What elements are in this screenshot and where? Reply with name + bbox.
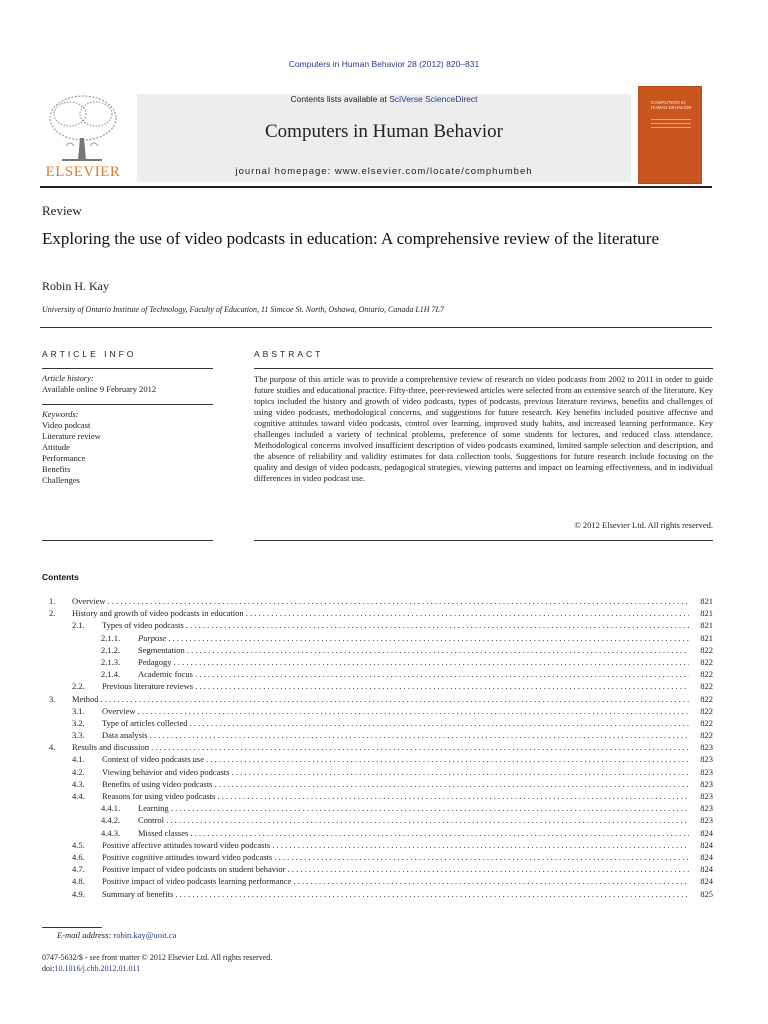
- doi-link[interactable]: 10.1016/j.chb.2012.01.011: [54, 964, 141, 973]
- toc-entry[interactable]: [42, 790, 713, 802]
- toc-entry-page: 823: [700, 778, 713, 789]
- toc-entry-number: 2.1.3.: [101, 656, 121, 667]
- toc-entry[interactable]: [42, 729, 713, 741]
- toc-entry-number: 2.1.1.: [101, 632, 121, 643]
- toc-entry-page: 824: [700, 839, 713, 850]
- toc-entry-page: 823: [700, 754, 713, 765]
- toc-entry-number: 4.8.: [72, 876, 85, 887]
- toc-entry-page: 821: [700, 608, 713, 619]
- toc-entry-number: 4.1.: [72, 754, 85, 765]
- toc-entry-number: 4.7.: [72, 864, 85, 875]
- abstract-heading: ABSTRACT: [254, 349, 324, 359]
- toc-entry-title: Academic focus . . .: [138, 668, 689, 680]
- toc-entry-number: 3.2.: [72, 717, 85, 728]
- toc-entry-number: 4.2.: [72, 766, 85, 777]
- toc-entry-page: 824: [700, 864, 713, 875]
- keyword: Attitude: [42, 442, 70, 452]
- header-divider: [40, 186, 712, 188]
- footnote-email: [57, 930, 176, 940]
- toc-entry[interactable]: [42, 827, 713, 839]
- homepage-url[interactable]: www.elsevier.com/locate/comphumbeh: [334, 166, 533, 177]
- toc-entry[interactable]: [42, 656, 713, 668]
- toc-entry-title: Purpose . . .: [138, 632, 689, 644]
- footnote-rule: [42, 927, 102, 928]
- email-link[interactable]: robin.kay@uoit.ca: [113, 930, 177, 940]
- toc-entry-page: 823: [700, 742, 713, 753]
- toc-entry-number: 2.: [49, 608, 56, 619]
- toc-entry[interactable]: [42, 851, 713, 863]
- issn-line: 0747-5632/$ - see front matter © 2012 Elsevier Ltd. All rights reserved.: [42, 953, 273, 962]
- toc-entry-title: Context of video podcasts use . . .: [102, 753, 689, 765]
- issn-block: [42, 952, 272, 974]
- toc-entry-number: 2.1.: [72, 620, 85, 631]
- history-label: Article history:: [42, 373, 94, 383]
- toc-entry[interactable]: [42, 839, 713, 851]
- toc-entry-title: Method . . .: [72, 693, 689, 705]
- toc-entry[interactable]: [42, 888, 713, 900]
- toc-entry-title: Overview . . .: [72, 595, 689, 607]
- toc-entry[interactable]: [42, 753, 713, 765]
- keyword: Literature review: [42, 431, 101, 441]
- abstract-copyright: © 2012 Elsevier Ltd. All rights reserved.: [574, 520, 713, 530]
- toc-entry-number: 2.2.: [72, 681, 85, 692]
- toc-entry-page: 824: [700, 851, 713, 862]
- keywords-label: Keywords:: [42, 409, 79, 419]
- history-divider: [42, 404, 213, 405]
- toc-entry-title: Benefits of using video podcasts . . .: [102, 778, 689, 790]
- cover-decoration: [651, 119, 691, 131]
- toc-entry[interactable]: [42, 668, 713, 680]
- contents-heading: Contents: [42, 572, 79, 582]
- toc-entry[interactable]: [42, 717, 713, 729]
- toc-entry-number: 4.4.2.: [101, 815, 121, 826]
- doi-line: [42, 963, 272, 974]
- toc-entry-page: 822: [700, 730, 713, 741]
- toc-entry-page: 822: [700, 656, 713, 667]
- toc-entry[interactable]: [42, 863, 713, 875]
- toc-entry[interactable]: [42, 705, 713, 717]
- toc-entry[interactable]: [42, 766, 713, 778]
- article-type: Review: [42, 203, 82, 218]
- toc-entry-page: 822: [700, 705, 713, 716]
- toc-entry[interactable]: [42, 875, 713, 887]
- elsevier-wordmark: ELSEVIER: [45, 164, 121, 180]
- sciverse-link[interactable]: SciVerse ScienceDirect: [389, 94, 478, 104]
- toc-entry[interactable]: [42, 778, 713, 790]
- toc-entry-number: 4.4.3.: [101, 827, 121, 838]
- toc-entry-title: Reasons for using video podcasts . . .: [102, 790, 689, 802]
- journal-cover-thumbnail[interactable]: [638, 86, 702, 184]
- toc-entry-title: Results and discussion . . .: [72, 741, 689, 753]
- toc-entry-page: 822: [700, 681, 713, 692]
- toc-entry-title: Positive impact of video podcasts on student behavior . . .: [102, 863, 689, 875]
- cover-title: COMPUTERS IN HUMAN BEHAVIOR: [651, 100, 692, 110]
- toc-entry-title: History and growth of video podcasts in education . . .: [72, 607, 689, 619]
- table-of-contents: [42, 595, 713, 900]
- toc-entry[interactable]: [42, 632, 713, 644]
- author-name: Robin H. Kay: [42, 279, 109, 293]
- toc-entry[interactable]: [42, 680, 713, 692]
- toc-entry-title: Pedagogy . . .: [138, 656, 689, 668]
- doi-label: doi:: [42, 964, 55, 973]
- toc-entry[interactable]: [42, 802, 713, 814]
- toc-entry-page: 821: [700, 596, 713, 606]
- toc-entry-number: 3.3.: [72, 730, 85, 741]
- contents-available-text: Contents lists available at: [290, 94, 390, 104]
- toc-entry-page: 822: [700, 693, 713, 704]
- history-value: Available online 9 February 2012: [42, 384, 157, 394]
- homepage-label: journal homepage:: [235, 166, 335, 177]
- toc-entry-title: Overview . . .: [102, 705, 689, 717]
- toc-entry[interactable]: [42, 814, 713, 826]
- toc-entry-title: Positive impact of video podcasts learning performance . . .: [102, 875, 689, 887]
- toc-entry-number: 4.5.: [72, 839, 85, 850]
- toc-entry-number: 4.: [49, 742, 56, 753]
- toc-entry-page: 823: [700, 803, 713, 814]
- toc-entry-number: 3.1.: [72, 705, 85, 716]
- toc-entry-number: 4.6.: [72, 851, 85, 862]
- toc-entry[interactable]: [42, 741, 713, 753]
- toc-entry-number: 4.4.: [72, 791, 85, 801]
- toc-entry-page: 821: [700, 620, 713, 631]
- toc-entry-title: Previous literature reviews . . .: [102, 680, 689, 692]
- toc-entry-page: 824: [700, 827, 713, 838]
- article-info-heading: ARTICLE INFO: [42, 349, 137, 359]
- toc-entry-title: Data analysis . . .: [102, 729, 689, 741]
- toc-entry-page: 823: [700, 766, 713, 777]
- toc-entry-title: Segmentation . . .: [138, 644, 689, 656]
- toc-entry-number: 2.1.4.: [101, 669, 121, 680]
- article-info-divider: [42, 368, 213, 369]
- toc-entry-title: Control . . .: [138, 814, 689, 826]
- toc-entry[interactable]: [42, 693, 713, 705]
- toc-entry-number: 3.: [49, 693, 56, 704]
- toc-entry-number: 4.3.: [72, 778, 85, 789]
- toc-entry-page: 823: [700, 815, 713, 826]
- abstract-text: The purpose of this article was to provide a comprehensive review of research on video podcasts from 2002 to 2011 in order to guide future studies and educational practice. Fifty-three, peer-reviewed articles were selected from an extensive search of the literature. Key topics included the history and growth of video podcasts, types of podcasts, previous literature reviews, benefits and challenges of using video podcasts, methodological concerns, and suggestions for future research. Key benefits included positive affective and cognitive attitudes toward video podcasts, control over learning, improved study habits, and increased learning performance. Key challenges included a variety of technical problems, preference of some students for lectures, and reduced class attendance. Methodological concerns involved insufficient description of video podcasts examined, limited sample selection and description, and the absence of reliability and validity estimates for data collection tools. Suggestions for future research include focusing on the quality and design of video podcasts, pedagogical strategies, viewing patterns and impact on learning effectiveness, and in individual differences in video podcast use.: [254, 374, 713, 483]
- toc-entry-page: 821: [700, 632, 713, 643]
- contents-available-line: [137, 94, 631, 104]
- author-affiliation: University of Ontario Institute of Technology, Faculty of Education, 11 Simcoe St. North, Oshawa, Ontario, Canada L1H 7L7: [42, 305, 444, 314]
- toc-entry-number: 2.1.2.: [101, 644, 121, 655]
- toc-entry-number: 4.4.1.: [101, 803, 121, 814]
- toc-entry-title: Positive affective attitudes toward video podcasts . . .: [102, 839, 689, 851]
- toc-entry-number: 1.: [49, 596, 56, 606]
- keyword: Challenges: [42, 475, 80, 485]
- toc-entry-title: Types of video podcasts . . .: [102, 619, 689, 631]
- toc-entry-page: 824: [700, 876, 713, 887]
- abstract-divider: [254, 368, 713, 369]
- toc-entry-page: 822: [700, 669, 713, 680]
- toc-entry-title: Learning . . .: [138, 802, 689, 814]
- keyword: Benefits: [42, 464, 71, 474]
- toc-entry-page: 825: [700, 888, 713, 899]
- keyword: Video podcast: [42, 420, 91, 430]
- abstract-bottom-divider: [254, 540, 713, 541]
- email-label: E-mail address:: [57, 930, 112, 940]
- toc-entry-page: 822: [700, 644, 713, 655]
- toc-entry[interactable]: [42, 595, 713, 607]
- toc-entry-page: 823: [700, 791, 713, 801]
- toc-entry[interactable]: [42, 607, 713, 619]
- toc-entry-title: Summary of benefits . . .: [102, 888, 689, 900]
- article-info-bottom-divider: [42, 540, 213, 541]
- toc-entry-title: Missed classes . . .: [138, 827, 689, 839]
- toc-entry-page: 822: [700, 717, 713, 728]
- keywords-list: [42, 420, 101, 486]
- toc-entry-number: 4.9.: [72, 888, 85, 899]
- paper-title: Exploring the use of video podcasts in education: A comprehensive review of the literature: [42, 229, 660, 248]
- journal-title: Computers in Human Behavior: [265, 121, 503, 142]
- keyword: Performance: [42, 453, 86, 463]
- journal-homepage: [137, 166, 631, 177]
- toc-entry[interactable]: [42, 619, 713, 631]
- title-divider: [40, 327, 712, 328]
- toc-entry-title: Type of articles collected . . .: [102, 717, 689, 729]
- journal-citation[interactable]: Computers in Human Behavior 28 (2012) 820–831: [288, 59, 480, 69]
- toc-entry[interactable]: [42, 644, 713, 656]
- toc-entry-title: Viewing behavior and video podcasts . . .: [102, 766, 689, 778]
- toc-entry-title: Positive cognitive attitudes toward video podcasts . . .: [102, 851, 689, 863]
